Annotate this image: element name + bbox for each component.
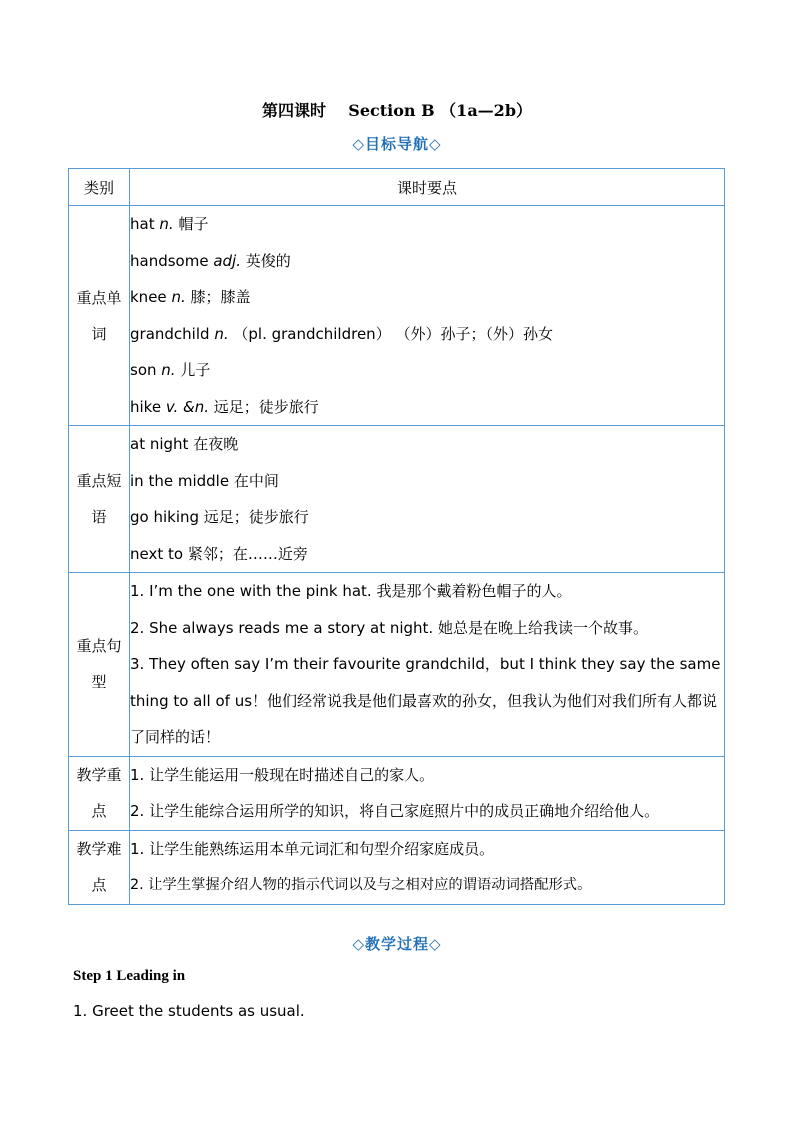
- difficulty-item: 2. 让学生掌握介绍人物的指示代词以及与之相对应的谓语动词搭配形式。: [130, 877, 592, 893]
- phrase-item: at night 在夜晚: [130, 435, 239, 453]
- points-cell: [130, 426, 725, 573]
- vocab-item: knee n. 膝；膝盖: [130, 288, 251, 306]
- points-cell: [130, 573, 725, 757]
- diamond-icon: ◇: [429, 135, 442, 153]
- vocab-item: hike v. &n. 远足；徒步旅行: [130, 397, 319, 416]
- table-row-sentences: [69, 573, 725, 757]
- teaching-process-label: 教学过程: [364, 935, 429, 953]
- table-row-phrases: [69, 426, 725, 573]
- focus-item: 2. 让学生能综合运用所学的知识，将自己家庭照片中的成员正确地介绍给他人。: [130, 802, 660, 820]
- step-title: Step 1 Leading in: [73, 968, 186, 984]
- focus-item: 1. 让学生能运用一般现在时描述自己的家人。: [130, 765, 435, 784]
- category-cell: 教学难 点: [69, 830, 130, 904]
- phrase-item: go hiking 远足；徒步旅行: [130, 508, 309, 526]
- step-item: 1. Greet the students as usual.: [73, 1002, 305, 1020]
- goal-navigation-label: 目标导航: [364, 135, 429, 153]
- points-cell: [130, 830, 725, 904]
- category-cell: 重点单 词: [69, 206, 130, 426]
- category-cell: 重点短 语: [69, 426, 130, 573]
- points-cell: [130, 206, 725, 426]
- table-header-row: [69, 169, 725, 206]
- header-category: 类别: [69, 169, 130, 206]
- page-title: 第四课时 Section B （1a—2b）: [261, 101, 533, 120]
- goal-navigation-heading: [0, 133, 794, 154]
- vocab-item: son n. 儿子: [130, 361, 211, 379]
- teaching-process-heading: [0, 933, 794, 954]
- sentence-item: 3. They often say I’m their favourite grandchild，but I think they say the same thing to all of us！他们经常说我是他们最喜欢的孙女，但我认为他们对我们所有人都说了同样的话！: [130, 655, 721, 746]
- phrase-item: in the middle 在中间: [130, 471, 279, 490]
- vocab-item: handsome adj. 英俊的: [130, 251, 291, 270]
- header-points: 课时要点: [130, 169, 725, 206]
- sentence-item: 2. She always reads me a story at night. 她总是在晚上给我读一个故事。: [130, 618, 648, 637]
- category-cell: 重点句 型: [69, 573, 130, 757]
- lesson-points-table: [68, 168, 725, 905]
- diamond-icon: ◇: [352, 135, 365, 153]
- table-row-vocabulary: [69, 206, 725, 426]
- table-row-teaching-difficulties: [69, 830, 725, 904]
- diamond-icon: ◇: [429, 935, 442, 953]
- sentence-item: 1. I’m the one with the pink hat. 我是那个戴着粉色帽子的人。: [130, 582, 572, 600]
- difficulty-item: 1. 让学生能熟练运用本单元词汇和句型介绍家庭成员。: [130, 839, 495, 858]
- category-cell: 教学重 点: [69, 756, 130, 830]
- phrase-item: next to 紧邻；在……近旁: [130, 544, 308, 563]
- vocab-item: hat n. 帽子: [130, 215, 209, 233]
- table-row-teaching-focus: [69, 756, 725, 830]
- diamond-icon: ◇: [352, 935, 365, 953]
- vocab-item: grandchild n. （pl. grandchildren） （外）孙子；（外）孙女: [130, 324, 553, 343]
- points-cell: [130, 756, 725, 830]
